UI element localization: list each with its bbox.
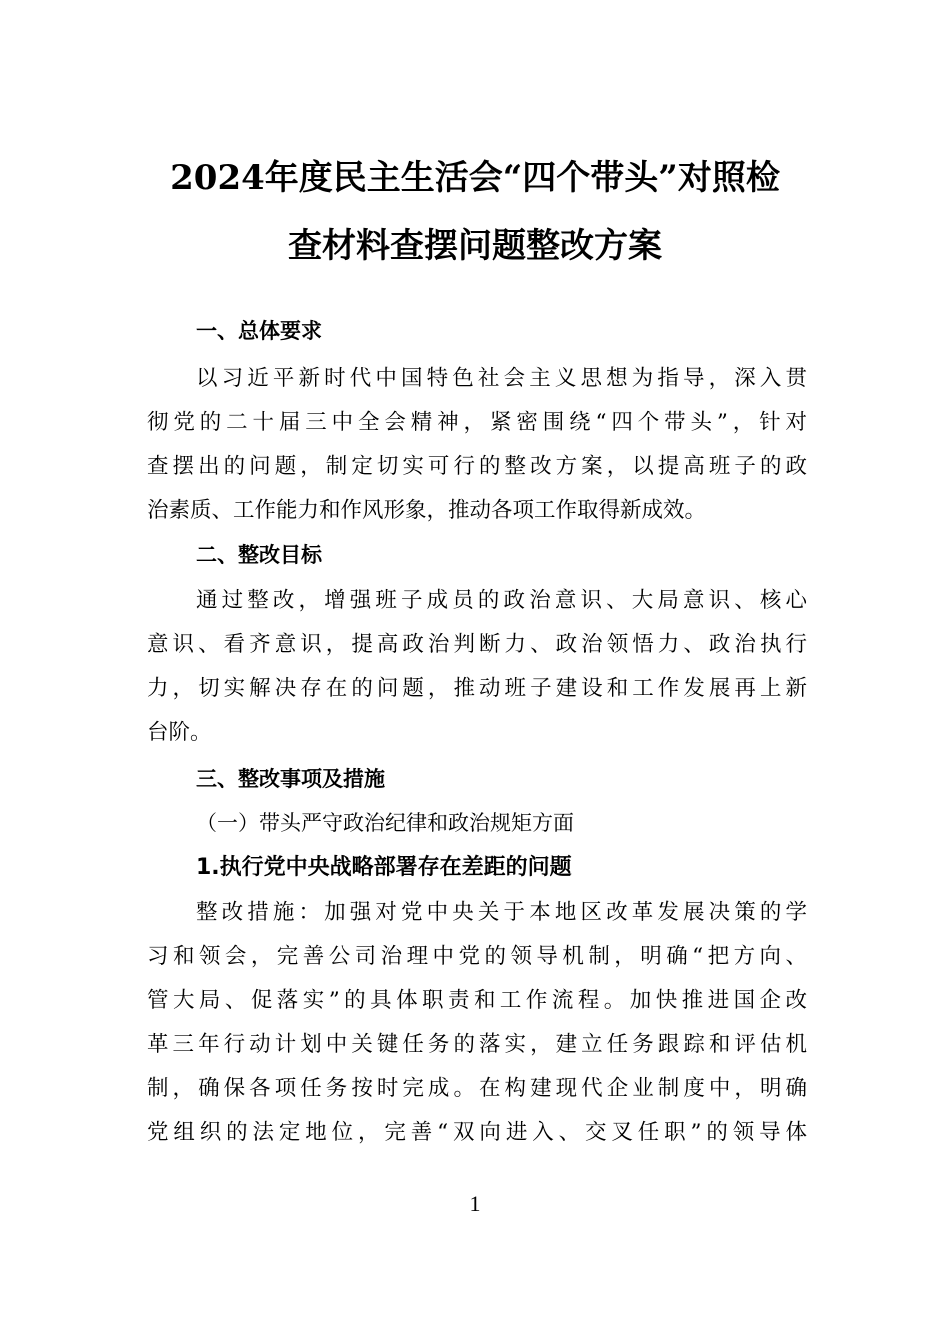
paragraph-line: 台阶。 (147, 720, 212, 745)
paragraph-line: 查摆出的问题，制定切实可行的整改方案，以提高班子的政 (147, 454, 807, 479)
paragraph-line: 管大局、促落实”的具体职责和工作流程。加快推进国企改 (147, 988, 807, 1013)
document-title-line-2: 查材料查摆问题整改方案 (288, 226, 662, 266)
paragraph-line: 彻党的二十届三中全会精神，紧密围绕“四个带头”，针对 (147, 410, 807, 435)
paragraph-line: 通过整改，增强班子成员的政治意识、大局意识、核心 (196, 588, 807, 613)
document-title-line-1: 2024年度民主生活会“四个带头”对照检 (170, 158, 780, 198)
paragraph-line: 制，确保各项任务按时完成。在构建现代企业制度中，明确 (147, 1076, 807, 1101)
paragraph-line: 整改措施：加强对党中央关于本地区改革发展决策的学 (196, 900, 807, 925)
section-heading-general-requirements: 一、总体要求 (196, 319, 322, 343)
paragraph-line: 党组织的法定地位，完善“双向进入、交叉任职”的领导体 (147, 1120, 807, 1145)
section-heading-rectification-items: 三、整改事项及措施 (196, 767, 385, 791)
paragraph-line: 力，切实解决存在的问题，推动班子建设和工作发展再上新 (147, 676, 807, 701)
paragraph-line: 习和领会，完善公司治理中党的领导机制，明确“把方向、 (147, 944, 807, 969)
page-number: 1 (469, 1191, 481, 1216)
section-heading-rectification-goals: 二、整改目标 (196, 543, 322, 567)
paragraph-line: 治素质、工作能力和作风形象，推动各项工作取得新成效。 (147, 498, 707, 523)
paragraph-line: 以习近平新时代中国特色社会主义思想为指导，深入贯 (196, 366, 807, 391)
sub-section-heading: （一）带头严守政治纪律和政治规矩方面 (196, 811, 574, 835)
paragraph-line: 意识、看齐意识，提高政治判断力、政治领悟力、政治执行 (147, 632, 807, 657)
paragraph-line: 革三年行动计划中关键任务的落实，建立任务跟踪和评估机 (147, 1032, 807, 1057)
item-heading: 1.执行党中央战略部署存在差距的问题 (196, 855, 572, 880)
